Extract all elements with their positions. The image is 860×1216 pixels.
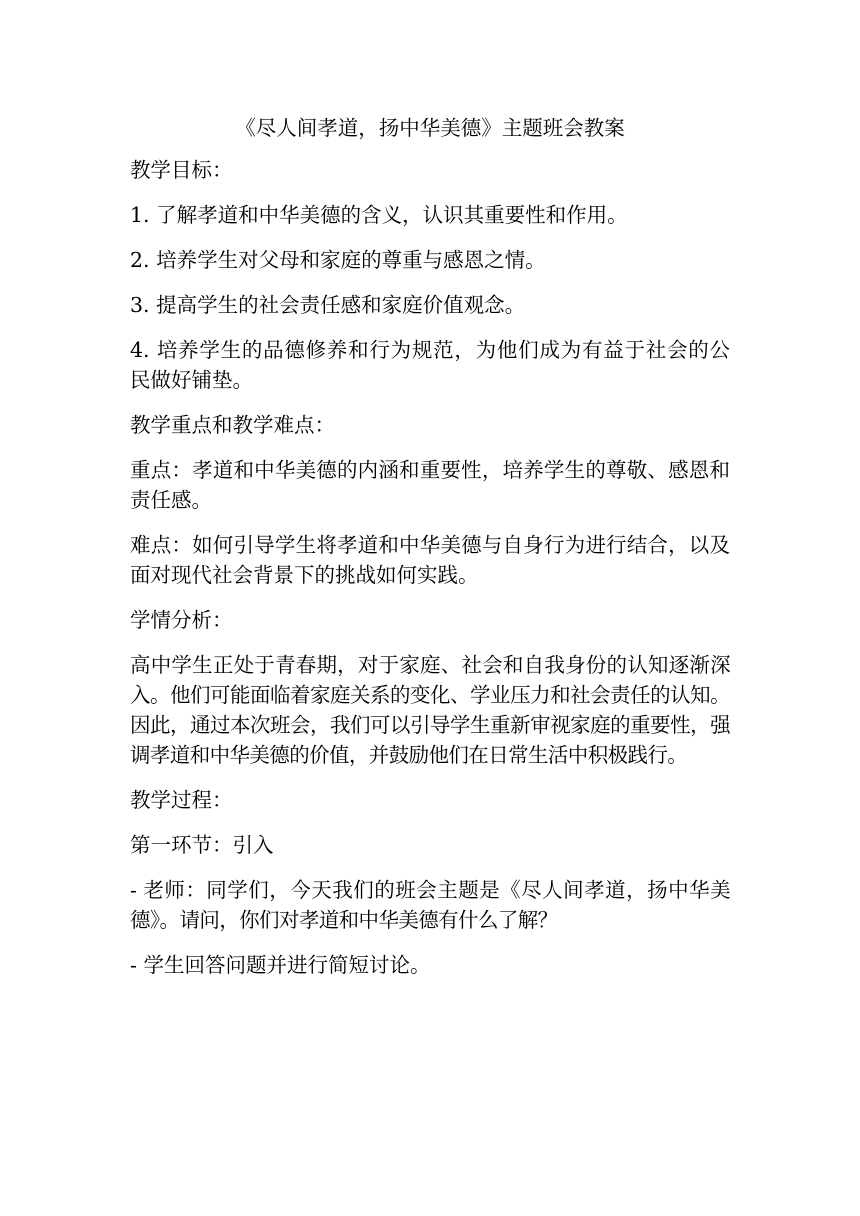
objective-item-1: 1. 了解孝道和中华美德的含义，认识其重要性和作用。 xyxy=(130,203,628,227)
section-heading-process: 教学过程： xyxy=(130,788,233,812)
section-heading-analysis: 学情分析： xyxy=(130,608,233,632)
section-heading-key-points: 教学重点和教学难点： xyxy=(130,413,335,437)
objective-item-2: 2. 培养学生对父母和家庭的尊重与感恩之情。 xyxy=(130,248,546,272)
student-line: - 学生回答问题并进行简短讨论。 xyxy=(130,953,431,977)
objective-item-3: 3. 提高学生的社会责任感和家庭价值观念。 xyxy=(130,293,526,317)
difficulty-paragraph: 难点：如何引导学生将孝道和中华美德与自身行为进行结合，以及面对现代社会背景下的挑战如何实践。 xyxy=(130,533,730,587)
step-heading-intro: 第一环节：引入 xyxy=(130,833,274,857)
teacher-line: - 老师：同学们，今天我们的班会主题是《尽人间孝道，扬中华美德》。请问，你们对孝道和中华美德有什么了解？ xyxy=(130,878,730,932)
document-title: 《尽人间孝道，扬中华美德》主题班会教案 xyxy=(235,116,625,140)
analysis-paragraph: 高中学生正处于青春期，对于家庭、社会和自我身份的认知逐渐深入。他们可能面临着家庭关系的变化、学业压力和社会责任的认知。因此，通过本次班会，我们可以引导学生重新审视家庭的重要性，强调孝道和中华美德的价值，并鼓励他们在日常生活中积极践行。 xyxy=(130,653,730,767)
objective-item-4: 4. 培养学生的品德修养和行为规范，为他们成为有益于社会的公民做好铺垫。 xyxy=(130,338,730,392)
section-heading-objectives: 教学目标： xyxy=(130,158,233,182)
key-point-paragraph: 重点：孝道和中华美德的内涵和重要性，培养学生的尊敬、感恩和责任感。 xyxy=(130,458,730,512)
document-body xyxy=(130,155,730,995)
